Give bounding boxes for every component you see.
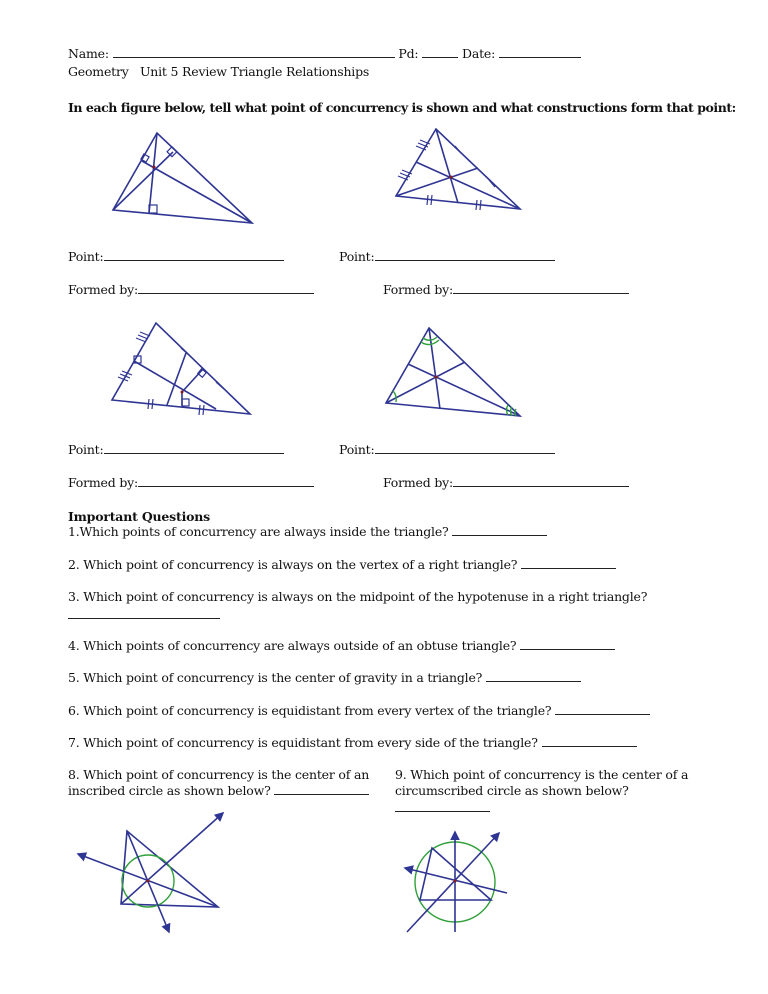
question-text: 6. Which point of concurrency is equidistant from every vertex of the triangle? [68,703,552,718]
figure-4-point-row [339,442,555,457]
answer-1-field[interactable] [452,524,547,536]
answer-3-field[interactable] [68,607,220,619]
name-field[interactable] [113,46,395,58]
figure-1-point-field[interactable] [104,249,284,261]
figure-4-formed-field[interactable] [453,475,629,487]
question-8-line-2 [68,783,369,798]
header-line [68,46,581,61]
figure-2-medians-diagram [380,125,530,215]
pd-field[interactable] [422,46,458,58]
question-9-line-1: 9. Which point of concurrency is the center of a [395,767,689,782]
figure-3-point-field[interactable] [104,442,284,454]
question-5 [68,670,581,685]
pd-label: Pd: [398,46,419,61]
answer-9-row [395,800,490,815]
answer-3-row [68,607,220,622]
question-text: 1.Which points of concurrency are always inside the triangle? [68,524,449,539]
figure-2-formed-field[interactable] [453,282,629,294]
formed-by-label: Formed by: [383,475,453,490]
questions-heading: Important Questions [68,509,210,524]
question-4 [68,638,615,653]
figure-4-formed-row [383,475,629,490]
question-text: 4. Which points of concurrency are always outside of an obtuse triangle? [68,638,517,653]
answer-7-field[interactable] [542,735,637,747]
question-text: inscribed circle as shown below? [68,783,271,798]
answer-2-field[interactable] [521,557,616,569]
formed-by-label: Formed by: [68,282,138,297]
answer-4-field[interactable] [520,638,615,650]
question-2 [68,557,616,572]
figure-2-point-field[interactable] [375,249,555,261]
answer-6-field[interactable] [555,703,650,715]
figure-4-angle-bisectors-diagram [375,315,535,425]
figure-1-formed-field[interactable] [138,282,314,294]
point-label: Point: [68,249,104,264]
question-9-line-2: circumscribed circle as shown below? [395,783,629,798]
date-label: Date: [462,46,496,61]
question-text: 5. Which point of concurrency is the center of gravity in a triangle? [68,670,483,685]
question-3 [68,589,647,604]
figure-3-formed-field[interactable] [138,475,314,487]
point-label: Point: [339,249,375,264]
figure-1-altitudes-diagram [100,125,270,235]
answer-9-field[interactable] [395,800,490,812]
question-text: 3. Which point of concurrency is always on the midpoint of the hypotenuse in a right triangle? [68,589,648,604]
question-7 [68,735,637,750]
date-field[interactable] [499,46,581,58]
figure-1-point-row [68,249,284,264]
figure-3-perpendicular-bisectors-diagram [100,315,270,425]
point-label: Point: [339,442,375,457]
circumscribed-circle-diagram [395,820,525,940]
question-6 [68,703,650,718]
figure-1-formed-row [68,282,314,297]
inscribed-circle-diagram [60,805,260,940]
answer-8-field[interactable] [274,783,369,795]
name-label: Name: [68,46,109,61]
subtitle: Geometry Unit 5 Review Triangle Relationships [68,64,370,79]
question-text: 2. Which point of concurrency is always on the vertex of a right triangle? [68,557,518,572]
formed-by-label: Formed by: [68,475,138,490]
answer-5-field[interactable] [486,670,581,682]
formed-by-label: Formed by: [383,282,453,297]
figure-4-point-field[interactable] [375,442,555,454]
question-text: 7. Which point of concurrency is equidistant from every side of the triangle? [68,735,538,750]
point-label: Point: [68,442,104,457]
instructions: In each figure below, tell what point of concurrency is shown and what constructions form that point: [68,100,736,115]
figure-2-point-row [339,249,555,264]
question-1 [68,524,547,539]
figure-3-formed-row [68,475,314,490]
question-8-line-1: 8. Which point of concurrency is the center of an [68,767,370,782]
figure-2-formed-row [383,282,629,297]
figure-3-point-row [68,442,284,457]
